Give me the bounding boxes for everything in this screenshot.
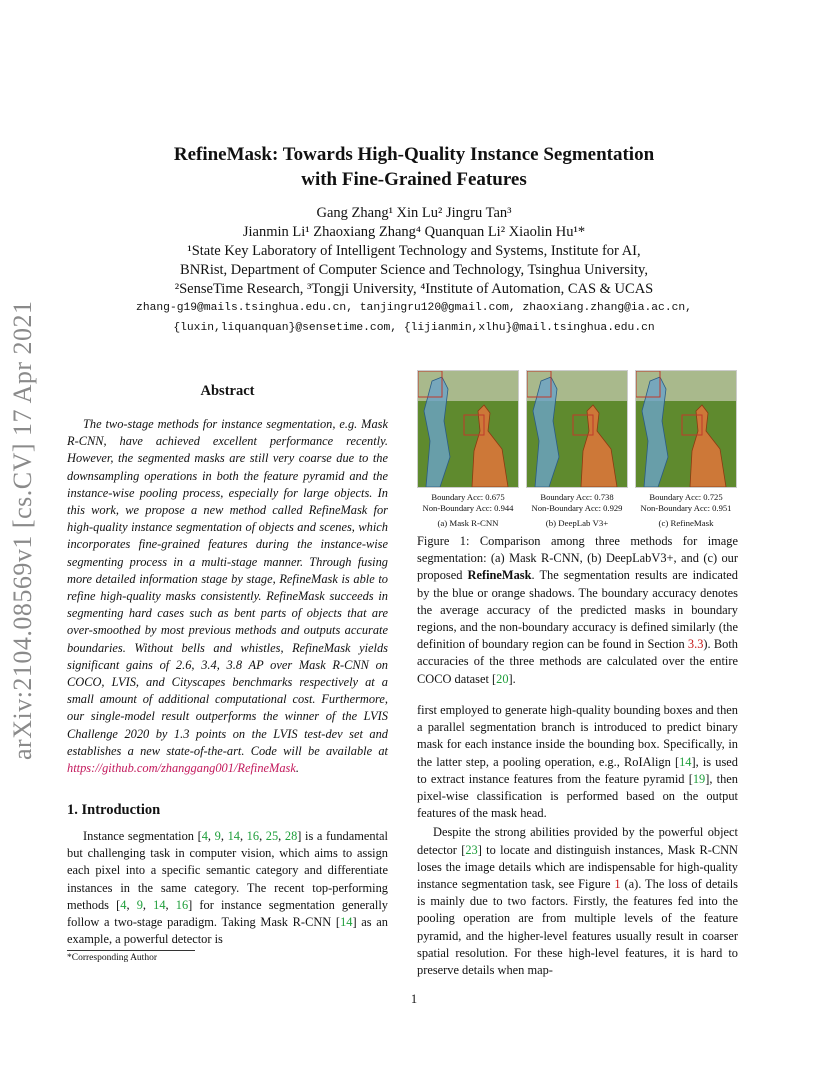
paper-title [0, 142, 828, 192]
intro-text-d: ] as an example, a powerful detector is [67, 915, 389, 947]
citation-19[interactable]: 19 [692, 771, 706, 786]
abstract-heading: Abstract [200, 383, 255, 399]
right-text-2a: Despite the strong abilities provided by the powerful object detector [ [417, 825, 738, 857]
right-text-1a: first employed to generate high-quality bounding boxes and then a parallel segmentation branch is introduced to predict binary mask for each instance inside the bounding box. Specifically, in the latter step, a pooling operation, e.g., RoIAlign [ [417, 703, 738, 769]
giraffe-image [635, 370, 737, 488]
caption-method-name: RefineMask [467, 568, 532, 583]
right-column-body [417, 702, 738, 979]
citation-14[interactable]: 14 [227, 829, 240, 843]
panel-label: (a) Mask R-CNN [437, 518, 499, 528]
boundary-acc: Boundary Acc: 0.675 [431, 492, 505, 502]
boundary-acc: Boundary Acc: 0.738 [540, 492, 614, 502]
figure-ref-1[interactable]: 1 [614, 877, 621, 892]
authors-line-1: Gang Zhang¹ Xin Lu² Jingru Tan³ [316, 205, 512, 221]
footnote: *Corresponding Author [67, 953, 157, 963]
caption-text-c: ). Both accuracies of the three methods are calculated over the entire COCO dataset [ [417, 637, 738, 686]
intro-heading: 1. Introduction [67, 802, 161, 818]
citation-14[interactable]: 14 [153, 897, 166, 912]
right-text-2b: ] to locate and distinguish instances, Mask R-CNN loses the image details which are indispensable for high-quality instance segmentation task, see Figure [417, 842, 738, 892]
footnote-rule [67, 950, 195, 951]
caption-text-d: ]. [508, 671, 516, 686]
citation-20[interactable]: 20 [496, 671, 509, 686]
emails-line-1: zhang-g19@mails.tsinghua.edu.cn, tanjingru120@gmail.com, zhaoxiang.zhang@ia.ac.cn, [136, 302, 692, 314]
citation-16[interactable]: 16 [246, 829, 260, 843]
citation-28[interactable]: 28 [284, 829, 298, 843]
right-text-1c: ], then pixel-wise classification is performed based on the output features of the mask head. [417, 771, 738, 821]
citation-23[interactable]: 23 [465, 842, 478, 857]
affiliation-line-2: BNRist, Department of Computer Science and Technology, Tsinghua University, [180, 262, 648, 278]
non-boundary-acc: Non-Boundary Acc: 0.951 [640, 503, 732, 513]
panel-label: (b) DeepLab V3+ [545, 518, 609, 528]
citation-4[interactable]: 4 [120, 897, 127, 912]
page-number: 1 [410, 992, 418, 1006]
affiliation-line-3: ²SenseTime Research, ³Tongji University, ⁴Institute of Automation, CAS & UCAS [174, 281, 654, 297]
giraffe-image [526, 370, 628, 488]
right-text-2c: (a). The loss of details is mainly due to two factors. Firstly, the features fed into the pooling operation are from multiple levels of the feature pyramid, and the higher-level features usually result in coarser spatial resolution. For these high-level features, it is hard to preserve details when map- [417, 877, 738, 978]
abstract-end: . [295, 761, 299, 776]
citation-14[interactable]: 14 [340, 915, 353, 930]
panel-label: (c) RefineMask [658, 518, 714, 528]
emails [0, 298, 828, 338]
title-line-2: with Fine-Grained Features [301, 169, 527, 190]
non-boundary-acc: Non-Boundary Acc: 0.944 [422, 503, 514, 513]
authors-line-2: Jianmin Li¹ Zhaoxiang Zhang⁴ Quanquan Li² Xiaolin Hu¹* [242, 224, 586, 240]
citation-9[interactable]: 9 [214, 829, 221, 843]
citation-14[interactable]: 14 [679, 754, 692, 769]
abstract-text: The two-stage methods for instance segmentation, e.g. Mask R-CNN, have achieved excellent performance recently. However, the segmented masks are still very coarse due to the downsampling operations in both the feature pyramid and the instance-wise pooling process, especially for large objects. In this work, we propose a new method called RefineMask for high-quality instance segmentation of objects and scenes, which incorporates fine-grained features during the instance-wise segmenting process in a multi-stage manner. Through fusing more detailed information stage by stage, RefineMask is able to refine high-quality masks consistently. RefineMask succeeds in segmenting hard cases such as bent parts of objects that are over-smoothed by most previous methods and outputs accurate boundaries. Without bells and whistles, RefineMask yields significant gains of 2.6, 3.4, 3.8 AP over Mask R-CNN on COCO, LVIS, and Cityscapes benchmarks respectively at a small amount of additional computational cost. Furthermore, our single-model result outperforms the winner of the LVIS Challenge 2020 by 1.3 points on the LVIS test-dev set and establishes a new state-of-the-art. Code will be available at [67, 417, 388, 758]
intro-text-a: Instance segmentation [ [83, 829, 202, 843]
authors [0, 204, 828, 299]
right-text-1b: ], is used to extract instance features from the feature pyramid [ [417, 754, 738, 786]
figure-panel [526, 370, 628, 528]
intro-body: Instance segmentation [4, 9, 14, 16, 25, 28] is a fundamental but challenging task in computer vision, which aims to assign each pixel into a specific semantic category and differentiate instances in the same category. The recent top-performing methods [4, 9, 14, 16] for instance segmentation generally follow a two-stage paradigm. Taking Mask R-CNN [14] as an example, a powerful detector is [67, 829, 389, 947]
citation-9[interactable]: 9 [136, 897, 143, 912]
figure-1-caption [417, 533, 738, 688]
intro-text-c: ] for instance segmentation generally follow a two-stage paradigm. Taking Mask R-CNN [ [67, 897, 388, 930]
title-line-1: RefineMask: Towards High-Quality Instance Segmentation [173, 144, 655, 165]
citation-4[interactable]: 4 [201, 829, 208, 843]
arxiv-side-stamp: arXiv:2104.08569v1 [cs.CV] 17 Apr 2021 [8, 300, 37, 760]
citation-25[interactable]: 25 [265, 829, 279, 843]
giraffe-image [417, 370, 519, 488]
emails-line-2: {luxin,liquanquan}@sensetime.com, {lijianmin,xlhu}@mail.tsinghua.edu.cn [173, 322, 655, 334]
figure-1 [417, 370, 738, 530]
figure-panel [635, 370, 737, 528]
non-boundary-acc: Non-Boundary Acc: 0.929 [531, 503, 623, 513]
intro-text-b: ] is a fundamental but challenging task in computer vision, which aims to assign each pixel into a specific semantic category and differentiate instances in the same category. The recent top-performing methods [ [67, 829, 388, 912]
code-link[interactable]: https://github.com/zhanggang001/RefineMask [67, 761, 296, 776]
figure-panel [417, 370, 519, 528]
abstract-body [67, 416, 388, 777]
boundary-acc: Boundary Acc: 0.725 [649, 492, 723, 502]
section-ref-3-3[interactable]: 3.3 [687, 637, 704, 652]
caption-text-a: Figure 1: Comparison among three methods for image segmentation: (a) Mask R-CNN, (b) DeepLabV3+, and (c) our proposed [417, 534, 738, 583]
affiliation-line-1: ¹State Key Laboratory of Intelligent Technology and Systems, Institute for AI, [187, 243, 641, 259]
citation-16[interactable]: 16 [175, 897, 189, 912]
caption-text-b: . The segmentation results are indicated by the blue or orange shadows. The boundary accuracy denotes the average accuracy of the predicted masks in boundary regions, and the non-boundary accuracy is defined similarly (the definition of boundary region can be found in Section [417, 568, 738, 652]
